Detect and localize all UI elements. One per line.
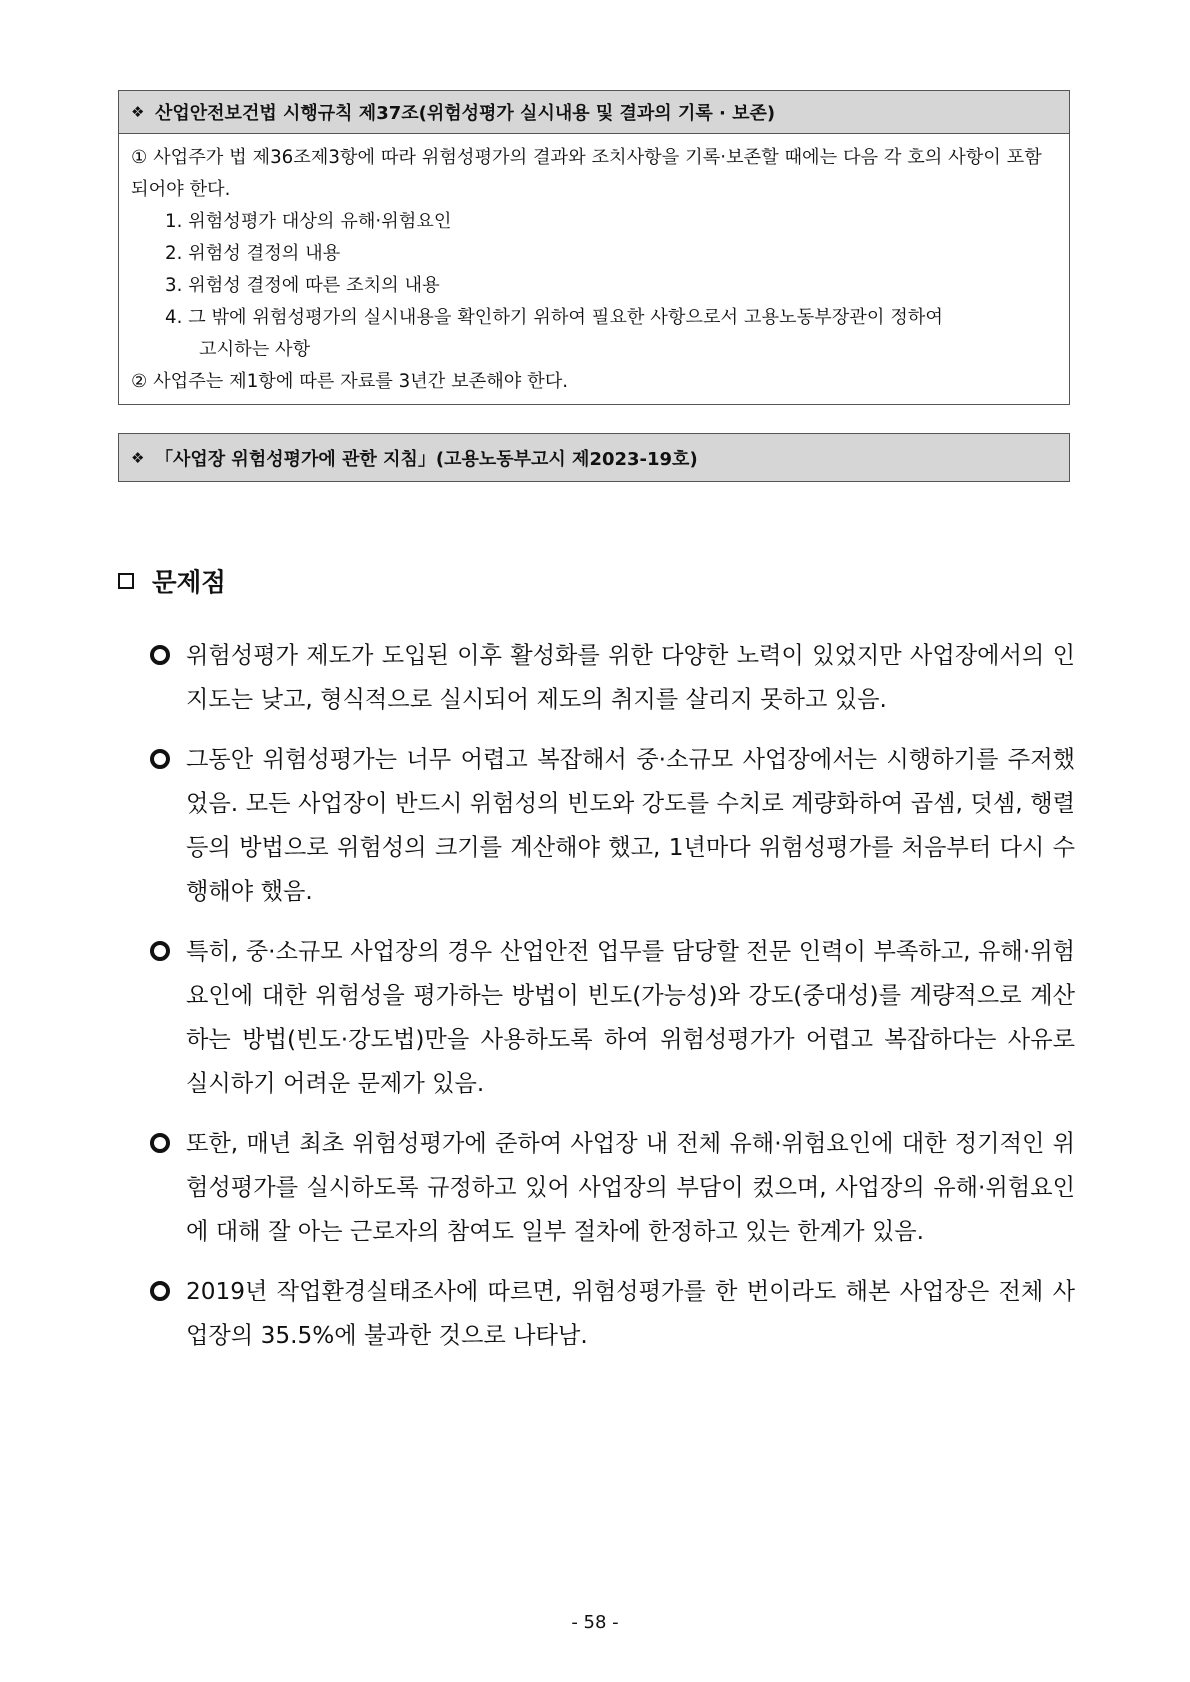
law-box-body [119,134,1069,404]
law-list-item-1: 1. 위험성평가 대상의 유해·위험요인 [165,211,452,232]
circle-bullet-icon [150,749,170,769]
circle-bullet-icon [150,1133,170,1153]
circle-bullet-icon [150,645,170,665]
list-item [150,930,1075,1106]
circle-bullet-icon [150,1281,170,1301]
list-item-text: 2019년 작업환경실태조사에 따르면, 위험성평가를 한 번이라도 해본 사업장은 전체 사업장의 35.5%에 불과한 것으로 나타남. [186,1278,1075,1349]
law-list-item-2: 2. 위험성 결정의 내용 [165,243,341,264]
diamond-bullet-icon: ❖ [131,448,145,467]
circle-bullet-icon [150,941,170,961]
law-para-1: ① 사업주가 법 제36조제3항에 따라 위험성평가의 결과와 조치사항을 기록·보존할 때에는 다음 각 호의 사항이 포함되어야 한다. [131,147,1042,200]
list-item [150,1122,1075,1254]
section-title: 문제점 [152,568,226,598]
law-list-item-3: 3. 위험성 결정에 따른 조치의 내용 [165,275,440,296]
guideline-box-heading [119,434,1069,481]
law-box [118,90,1070,405]
section-heading [118,563,226,599]
list-item [150,738,1075,914]
list-item-text: 또한, 매년 최초 위험성평가에 준하여 사업장 내 전체 유해·위험요인에 대한 정기적인 위험성평가를 실시하도록 규정하고 있어 사업장의 부담이 컸으며, 사업장의 유해·위험요인에 대해 잘 아는 근로자의 참여도 일부 절차에 한정하고 있는 한계가 있음. [186,1130,1075,1245]
square-bullet-icon [118,573,134,589]
list-item [150,634,1075,722]
guideline-box [118,433,1070,482]
diamond-bullet-icon: ❖ [131,103,145,121]
law-list-item-4: 4. 그 밖에 위험성평가의 실시내용을 확인하기 위하여 필요한 사항으로서 고용노동부장관이 정하여 [165,307,943,328]
list-item [150,1270,1075,1358]
law-para-2: ② 사업주는 제1항에 따른 자료를 3년간 보존해야 한다. [131,371,569,392]
law-box-title: 산업안전보건법 시행규칙 제37조(위험성평가 실시내용 및 결과의 기록 · 보존) [155,103,776,124]
law-list-item-4-continued: 고시하는 사항 [199,339,311,360]
law-box-heading [119,91,1069,134]
list-item-text: 그동안 위험성평가는 너무 어렵고 복잡해서 중·소규모 사업장에서는 시행하기를 주저했었음. 모든 사업장이 반드시 위험성의 빈도와 강도를 수치로 계량화하여 곱셈, 덧셈, 행렬 등의 방법으로 위험성의 크기를 계산해야 했고, 1년마다 위험성평가를 처음부터 다시 수행해야 했음. [186,746,1075,905]
list-item-text: 특히, 중·소규모 사업장의 경우 산업안전 업무를 담당할 전문 인력이 부족하고, 유해·위험요인에 대한 위험성을 평가하는 방법이 빈도(가능성)와 강도(중대성)를 계량적으로 계산하는 방법(빈도·강도법)만을 사용하도록 하여 위험성평가가 어렵고 복잡하다는 사유로 실시하기 어려운 문제가 있음. [186,938,1075,1097]
list-item-text: 위험성평가 제도가 도입된 이후 활성화를 위한 다양한 노력이 있었지만 사업장에서의 인지도는 낮고, 형식적으로 실시되어 제도의 취지를 살리지 못하고 있음. [186,642,1075,713]
page-number: - 58 - [571,1612,619,1633]
issue-list [150,634,1075,1374]
guideline-box-title: 「사업장 위험성평가에 관한 지침」(고용노동부고시 제2023-19호) [155,448,698,470]
